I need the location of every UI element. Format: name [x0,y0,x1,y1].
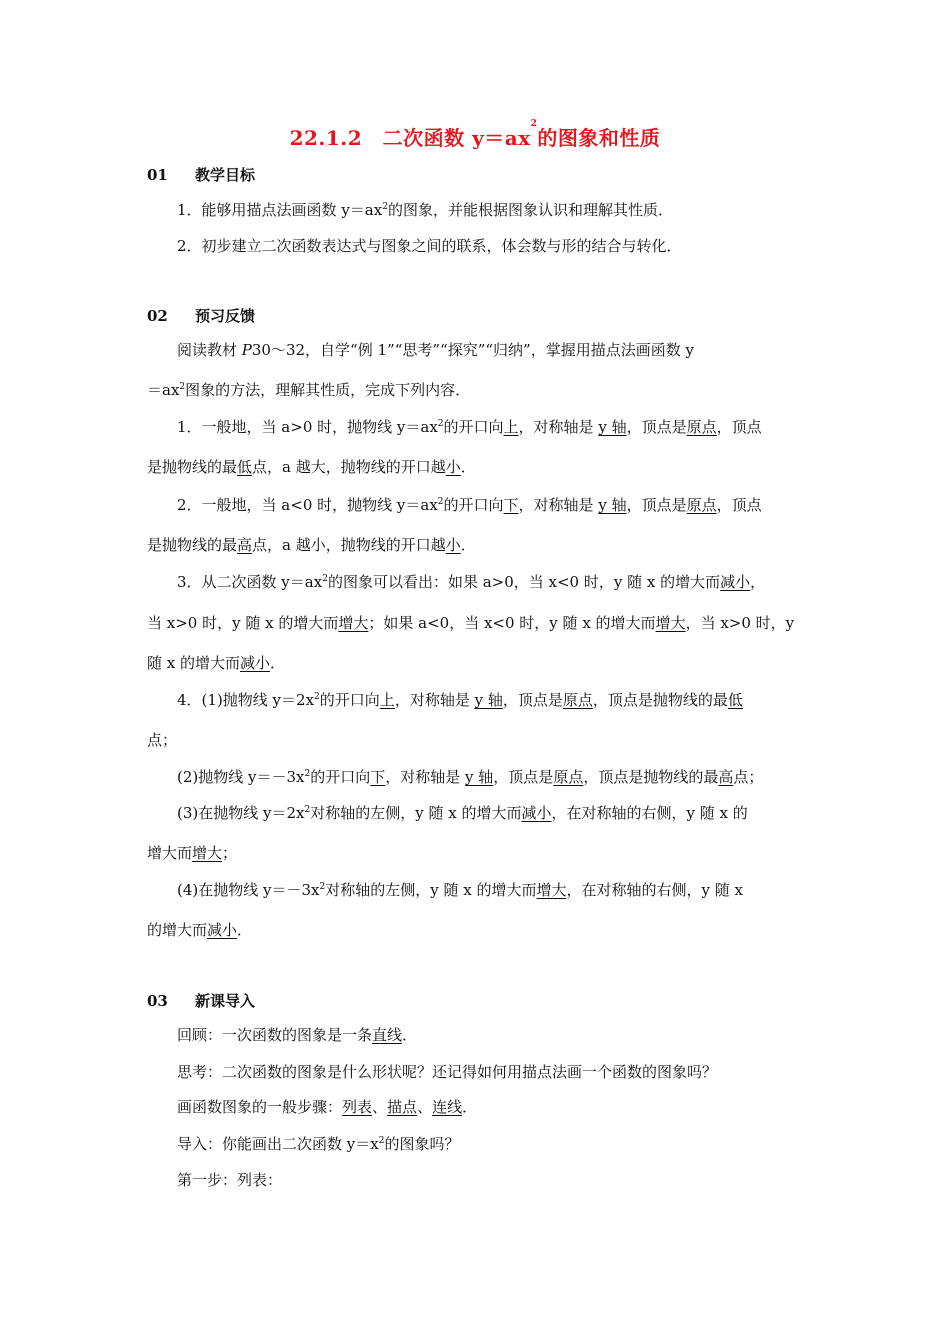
answer-blank: y 轴 [465,768,494,786]
step-one-line: 第一步：列表： [177,1171,283,1189]
section-label: 新课导入 [195,992,256,1010]
answer-blank: 下 [370,768,386,786]
question-3-line-3: 随 x 的增大而减小． [147,654,286,672]
question-4-2: (2)抛物线 $y=-3x^2$的开口向下，对称轴是 y 轴，顶点是原点，顶点是抛物线的最高点； [177,768,764,786]
steps-line: 画函数图象的一般步骤：列表、描点、连线． [177,1098,478,1116]
question-2-line-2: 是抛物线的最高点，a 越小，抛物线的开口越小． [147,536,476,554]
question-4-1-line-2: 点； [147,731,178,749]
section-number: 02 [147,307,168,325]
answer-blank: 减小 [521,804,552,822]
question-3-line-1: 3．从二次函数 $y=ax^2$的图象可以看出：如果 a>0，当 x<0 时，y 随 x 的增大而减小， [177,573,766,591]
answer-blank: 列表 [342,1098,373,1116]
review-line: 回顾：一次函数的图象是一条直线． [177,1026,418,1044]
answer-blank: 原点 [686,418,717,436]
question-3-line-2: 当 x>0 时，y 随 x 的增大而增大；如果 a<0，当 x<0 时，y 随 x 的增大而增大，当 x>0 时，y [147,614,795,632]
question-4-4-line-1: (4)在抛物线 $y=-3x^2$对称轴的左侧，y 随 x 的增大而增大，在对称轴的右侧，y 随 x [177,881,743,899]
preview-intro-line-2: $=ax^2$图象的方法，理解其性质，完成下列内容． [147,381,471,399]
title-text: 22.1.2 二次函数 y＝ax [289,126,531,150]
section-number: 03 [147,992,168,1010]
answer-blank: 减小 [207,921,238,939]
title-text-end: 的图象和性质 [537,126,661,150]
question-4-3-line-2: 增大而增大； [147,844,238,862]
question-1-line-1: 1．一般地，当 a>0 时，抛物线 $y=ax^2$的开口向上，对称轴是 y 轴，顶点是原点，顶点 [177,418,762,436]
question-2-line-1: 2．一般地，当 a<0 时，抛物线 $y=ax^2$的开口向下，对称轴是 y 轴，顶点是原点，顶点 [177,496,762,514]
answer-blank: y 轴 [598,496,627,514]
think-line: 思考：二次函数的图象是什么形状呢？还记得如何用描点法画一个函数的图象吗？ [177,1063,718,1081]
answer-blank: 上 [503,418,519,436]
answer-blank: 下 [503,496,519,514]
question-4-1-line-1: 4．(1)抛物线 $y=2x^2$的开口向上，对称轴是 y 轴，顶点是原点，顶点是抛物线的最低 [177,691,743,709]
answer-blank: 描点 [387,1098,418,1116]
section-01-heading [147,164,255,185]
section-label: 教学目标 [195,166,256,184]
question-4-4-line-2: 的增大而减小． [147,921,253,939]
answer-blank: 减小 [240,654,271,672]
answer-blank: y 轴 [598,418,627,436]
answer-blank: 原点 [553,768,584,786]
question-1-line-2: 是抛物线的最低点，a 越大，抛物线的开口越小． [147,458,476,476]
title-exponent: 2 [530,119,538,129]
answer-blank: 增大 [536,881,567,899]
answer-blank: 低 [727,691,743,709]
question-4-3-line-1: (3)在抛物线 $y=2x^2$对称轴的左侧，y 随 x 的增大而减小，在对称轴的右侧，y 随 x 的 [177,804,748,822]
answer-blank: 原点 [686,496,717,514]
answer-blank: 原点 [562,691,593,709]
intro-line: 导入：你能画出二次函数 $y=x^2$的图象吗？ [177,1135,460,1153]
answer-blank: 小 [445,536,461,554]
answer-blank: 小 [445,458,461,476]
objective-2: 2．初步建立二次函数表达式与图象之间的联系，体会数与形的结合与转化． [177,237,682,255]
section-label: 预习反馈 [195,307,256,325]
answer-blank: 增大 [655,614,686,632]
section-number: 01 [147,166,168,184]
answer-blank: 低 [237,458,253,476]
answer-blank: 增大 [192,844,223,862]
preview-intro-line-1: 阅读教材 P30～32，自学“例 1”“思考”“探究”“归纳”，掌握用描点法画函数 y [177,341,694,359]
answer-blank: 直线 [372,1026,403,1044]
answer-blank: 减小 [720,573,751,591]
answer-blank: 增大 [338,614,369,632]
section-02-heading [147,305,255,326]
answer-blank: 高 [718,768,734,786]
answer-blank: 上 [379,691,395,709]
objective-1: 1．能够用描点法画函数 $y=ax^2$的图象，并能根据图象认识和理解其性质． [177,201,673,219]
page-title [0,119,950,151]
answer-blank: y 轴 [474,691,503,709]
answer-blank: 连线 [432,1098,463,1116]
section-03-heading [147,990,255,1011]
answer-blank: 高 [237,536,253,554]
